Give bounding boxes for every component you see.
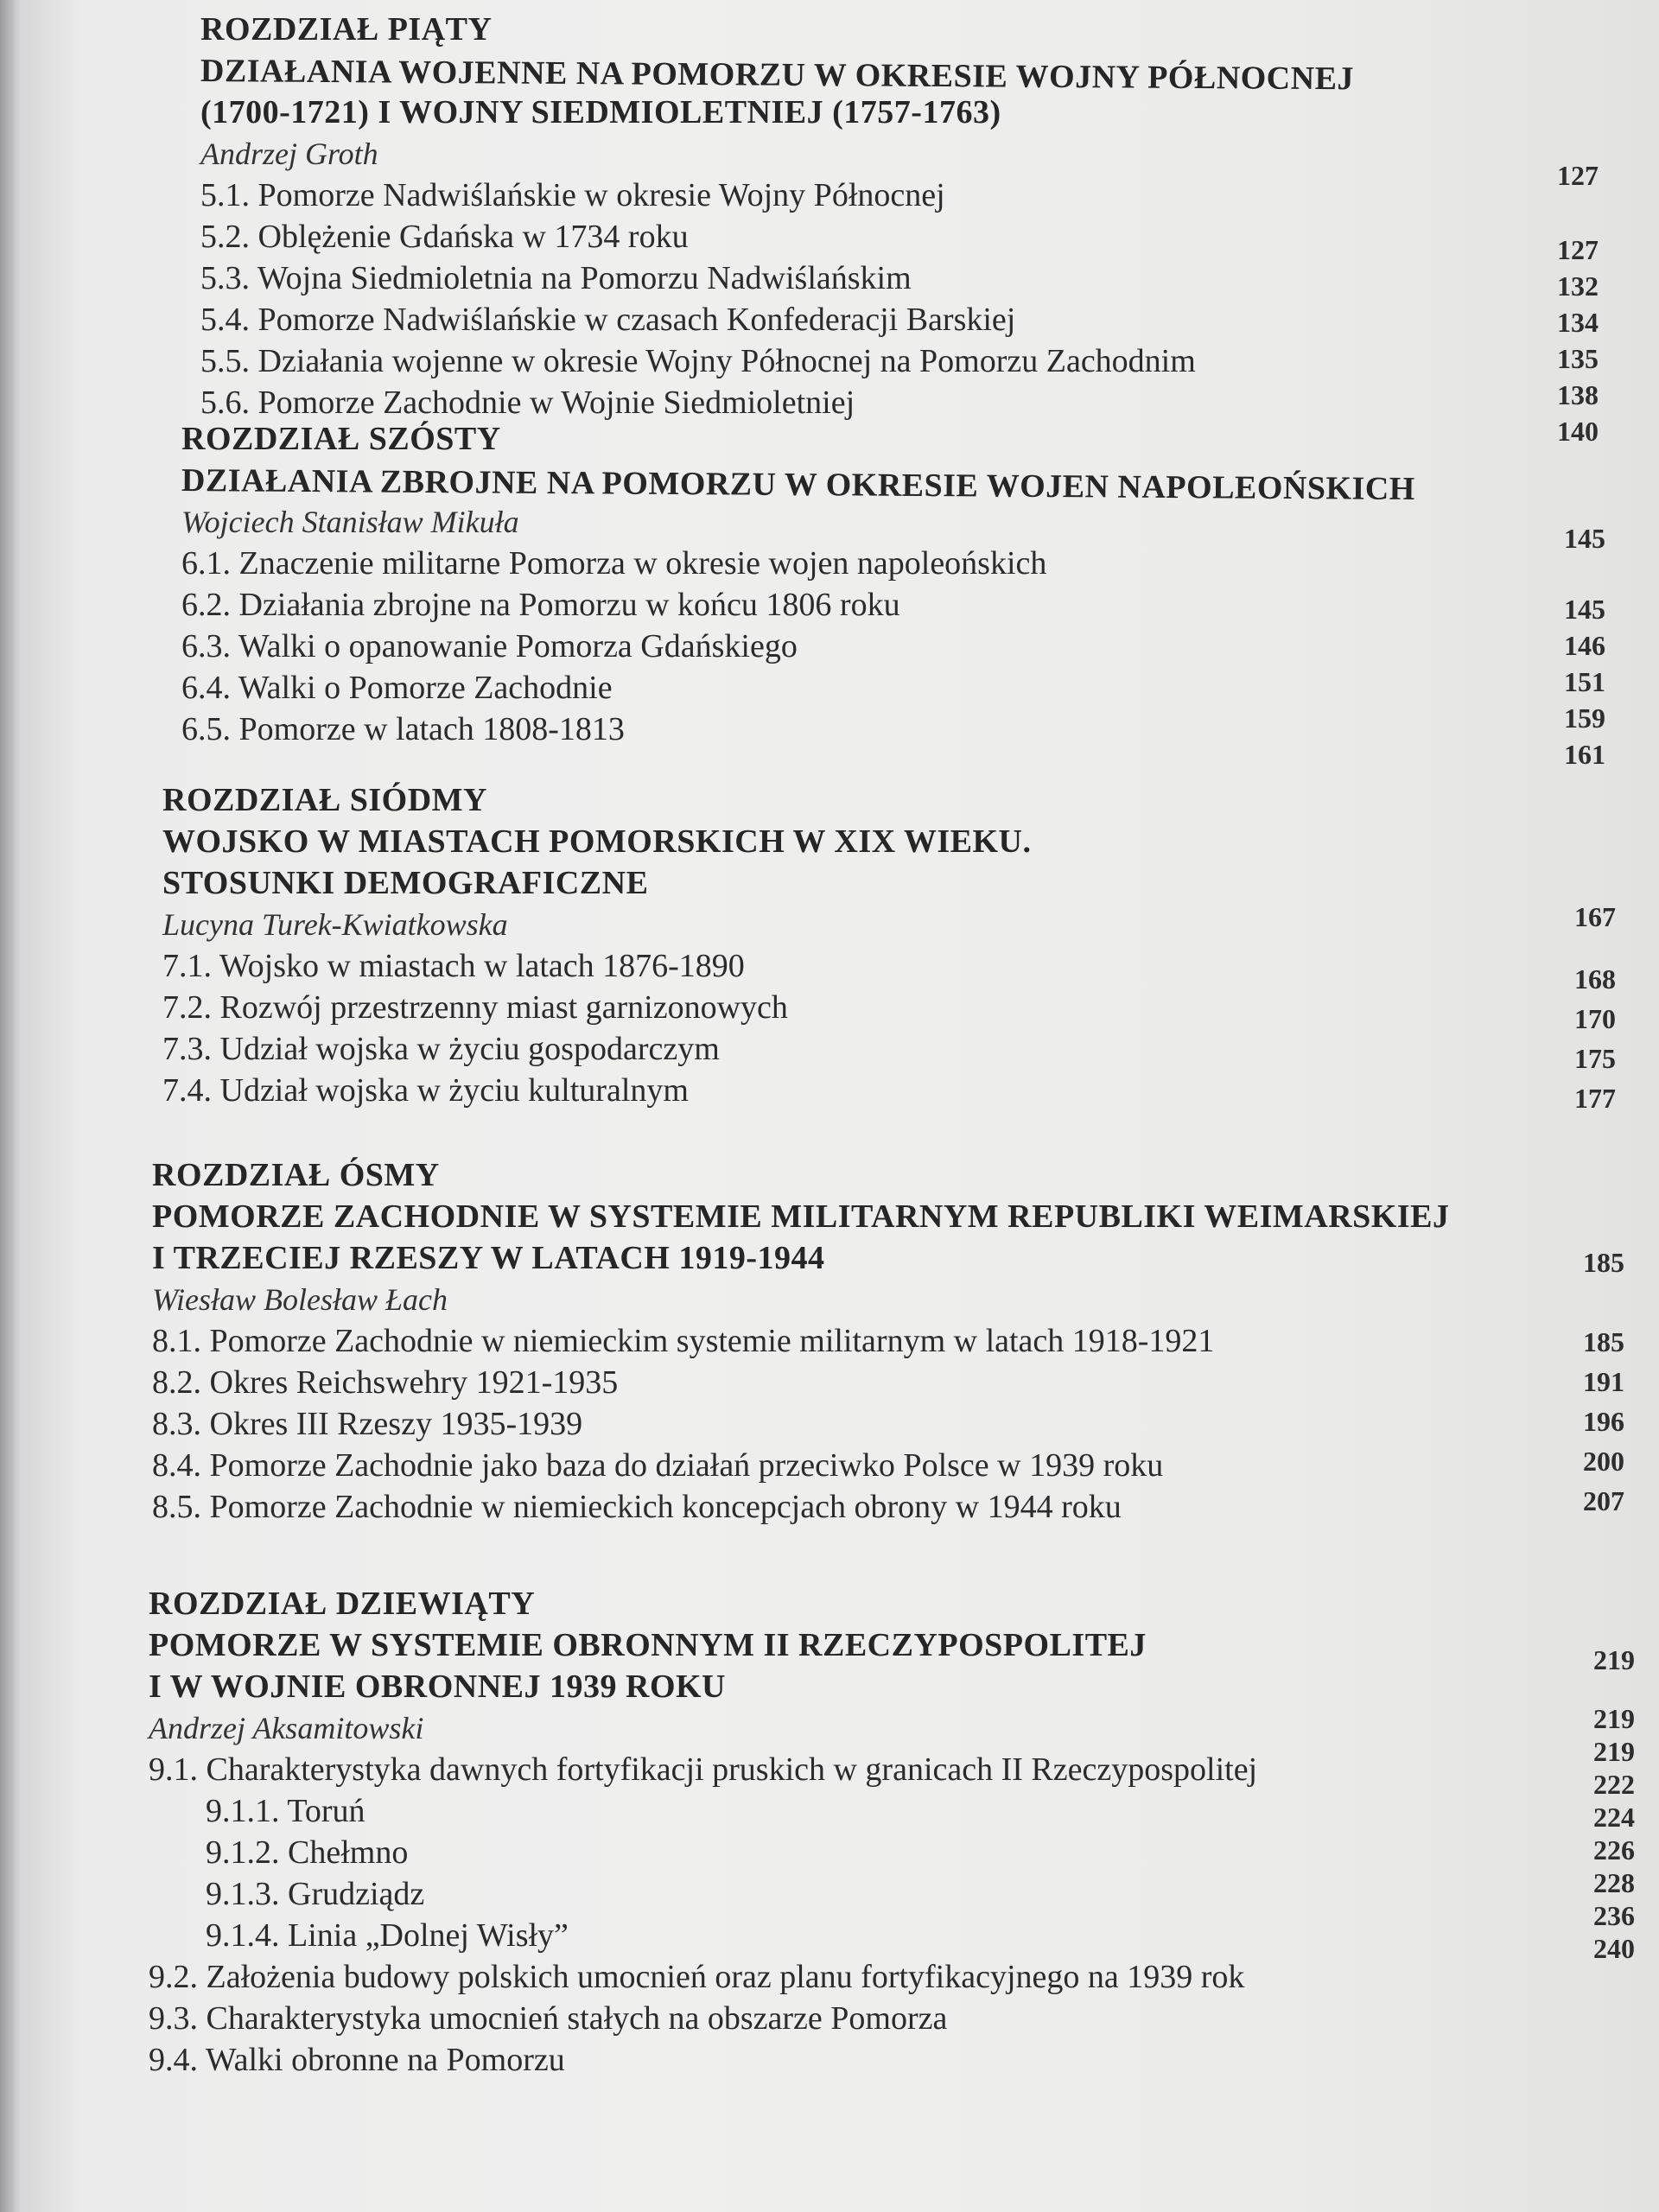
page-number: 185 bbox=[1583, 1247, 1624, 1278]
chapter-heading: I W WOJNIE OBRONNEJ 1939 ROKU bbox=[149, 1669, 726, 1705]
chapter-heading: DZIAŁANIA WOJENNE NA POMORZU W OKRESIE WOJNY PÓŁNOCNEJ bbox=[200, 53, 1355, 98]
chapter-6 bbox=[181, 418, 1415, 750]
page-number: 200 bbox=[1583, 1446, 1624, 1477]
page-number: 222 bbox=[1593, 1769, 1635, 1800]
page-number: 134 bbox=[1557, 307, 1599, 338]
toc-entry: 5.3. Wojna Siedmioletnia na Pomorzu Nadwiślańskim bbox=[200, 260, 912, 296]
page-number: 226 bbox=[1593, 1834, 1635, 1866]
page-number: 185 bbox=[1583, 1326, 1624, 1357]
toc-entry: 7.4. Udział wojska w życiu kulturalnym bbox=[162, 1072, 689, 1109]
chapter-heading: STOSUNKI DEMOGRAFICZNE bbox=[162, 865, 649, 901]
chapter-heading: WOJSKO W MIASTACH POMORSKICH W XIX WIEKU. bbox=[162, 823, 1032, 860]
chapter-author: Wiesław Bolesław Łach bbox=[152, 1282, 448, 1317]
toc-entry: 5.6. Pomorze Zachodnie w Wojnie Siedmioletniej bbox=[200, 385, 855, 421]
toc-subentry: 9.1.4. Linia „Dolnej Wisły” bbox=[206, 1917, 569, 1954]
page-number: 161 bbox=[1564, 739, 1605, 770]
toc-entry: 6.4. Walki o Pomorze Zachodnie bbox=[181, 670, 613, 706]
chapter-9 bbox=[149, 1583, 1257, 2081]
page-numbers bbox=[1521, 899, 1616, 1116]
toc-entry: 8.3. Okres III Rzeszy 1935-1939 bbox=[152, 1406, 583, 1442]
page-number: 191 bbox=[1583, 1366, 1624, 1397]
page-number: 146 bbox=[1564, 630, 1605, 661]
toc-entry: 6.2. Działania zbrojne na Pomorzu w końcu 1806 roku bbox=[181, 587, 900, 623]
chapter-7 bbox=[162, 779, 1032, 1111]
toc-entry: 9.4. Walki obronne na Pomorzu bbox=[149, 2042, 565, 2078]
page-number: 219 bbox=[1593, 1644, 1635, 1675]
page-number: 132 bbox=[1557, 270, 1599, 302]
page-number: 219 bbox=[1593, 1703, 1635, 1734]
toc-subentry: 9.1.1. Toruń bbox=[206, 1793, 365, 1829]
toc-entry: 6.5. Pomorze w latach 1808-1813 bbox=[181, 711, 625, 747]
page-number: 138 bbox=[1557, 379, 1599, 410]
chapter-title: ROZDZIAŁ PIĄTY bbox=[200, 11, 493, 48]
toc-entry: 9.3. Charakterystyka umocnień stałych na obszarze Pomorza bbox=[149, 2000, 948, 2037]
chapter-title: ROZDZIAŁ ÓSMY bbox=[152, 1157, 440, 1193]
chapter-author: Andrzej Aksamitowski bbox=[149, 1711, 424, 1745]
chapter-heading: (1700-1721) I WOJNY SIEDMIOLETNIEJ (1757-1763) bbox=[200, 94, 1001, 130]
page-number: 240 bbox=[1593, 1933, 1635, 1964]
toc-entry: 7.1. Wojsko w miastach w latach 1876-1890 bbox=[162, 948, 745, 984]
chapter-author: Andrzej Groth bbox=[200, 137, 378, 171]
page-number: 207 bbox=[1583, 1485, 1624, 1516]
page-number: 167 bbox=[1574, 901, 1616, 932]
page-number: 151 bbox=[1564, 666, 1605, 697]
toc-entry: 5.5. Działania wojenne w okresie Wojny Północnej na Pomorzu Zachodnim bbox=[200, 343, 1196, 379]
toc-subentry: 9.1.3. Grudziądz bbox=[206, 1876, 425, 1912]
page-numbers bbox=[1503, 157, 1599, 449]
page-number: 236 bbox=[1593, 1900, 1635, 1931]
toc-entry: 7.2. Rozwój przestrzenny miast garnizonowych bbox=[162, 989, 788, 1026]
page-number: 177 bbox=[1574, 1083, 1616, 1114]
page-number: 159 bbox=[1564, 702, 1605, 734]
page-number: 127 bbox=[1557, 234, 1599, 265]
chapter-title: ROZDZIAŁ SIÓDMY bbox=[162, 782, 487, 818]
toc-subentry: 9.1.2. Chełmno bbox=[206, 1834, 409, 1871]
chapter-heading: I TRZECIEJ RZESZY W LATACH 1919-1944 bbox=[152, 1240, 825, 1276]
page-number: 127 bbox=[1557, 160, 1599, 191]
chapter-heading: POMORZE W SYSTEMIE OBRONNYM II RZECZYPOSPOLITEJ bbox=[149, 1627, 1147, 1663]
toc-entry: 5.2. Oblężenie Gdańska w 1734 roku bbox=[200, 219, 689, 255]
page-number: 145 bbox=[1564, 594, 1605, 625]
page-number: 219 bbox=[1593, 1736, 1635, 1767]
page-number: 175 bbox=[1574, 1043, 1616, 1074]
toc-entry: 6.1. Znaczenie militarne Pomorza w okresie wojen napoleońskich bbox=[181, 545, 1047, 582]
chapter-author: Lucyna Turek-Kwiatkowska bbox=[162, 907, 508, 942]
toc-entry: 9.2. Założenia budowy polskich umocnień oraz planu fortyfikacyjnego na 1939 rok bbox=[149, 1959, 1245, 1995]
toc-entry: 8.1. Pomorze Zachodnie w niemieckim systemie militarnym w latach 1918-1921 bbox=[152, 1323, 1215, 1359]
page-number: 140 bbox=[1557, 416, 1599, 447]
toc-entry: 8.2. Okres Reichswehry 1921-1935 bbox=[152, 1364, 619, 1401]
page-number: 170 bbox=[1574, 1003, 1616, 1034]
page-numbers bbox=[1529, 1244, 1624, 1519]
toc-entry: 8.4. Pomorze Zachodnie jako baza do działań przeciwko Polsce w 1939 roku bbox=[152, 1447, 1164, 1484]
toc-entry: 9.1. Charakterystyka dawnych fortyfikacji pruskich w granicach II Rzeczypospolitej bbox=[149, 1751, 1258, 1788]
toc-entry: 8.5. Pomorze Zachodnie w niemieckich koncepcjach obrony w 1944 roku bbox=[152, 1489, 1122, 1525]
page-numbers bbox=[1510, 520, 1605, 772]
page-number: 224 bbox=[1593, 1802, 1635, 1833]
chapter-title: ROZDZIAŁ SZÓSTY bbox=[181, 421, 501, 457]
toc-entry: 6.3. Walki o opanowanie Pomorza Gdańskiego bbox=[181, 628, 798, 664]
page-number: 145 bbox=[1564, 523, 1605, 554]
page-numbers bbox=[1540, 1642, 1635, 1967]
page-number: 228 bbox=[1593, 1867, 1635, 1898]
chapter-author: Wojciech Stanisław Mikuła bbox=[181, 505, 519, 539]
toc-entry: 5.4. Pomorze Nadwiślańskie w czasach Konfederacji Barskiej bbox=[200, 302, 1016, 338]
chapter-heading: POMORZE ZACHODNIE W SYSTEMIE MILITARNYM REPUBLIKI WEIMARSKIEJ bbox=[152, 1198, 1450, 1235]
chapter-5 bbox=[200, 9, 1354, 423]
chapter-title: ROZDZIAŁ DZIEWIĄTY bbox=[149, 1586, 536, 1622]
chapter-heading: DZIAŁANIA ZBROJNE NA POMORZU W OKRESIE WOJEN NAPOLEOŃSKICH bbox=[181, 462, 1415, 507]
page-number: 135 bbox=[1557, 343, 1599, 374]
page-number: 168 bbox=[1574, 963, 1616, 995]
toc-entry: 5.1. Pomorze Nadwiślańskie w okresie Wojny Północnej bbox=[200, 177, 945, 213]
toc-entry: 7.3. Udział wojska w życiu gospodarczym bbox=[162, 1031, 720, 1067]
chapter-8 bbox=[152, 1154, 1449, 1528]
page-number: 196 bbox=[1583, 1406, 1624, 1437]
